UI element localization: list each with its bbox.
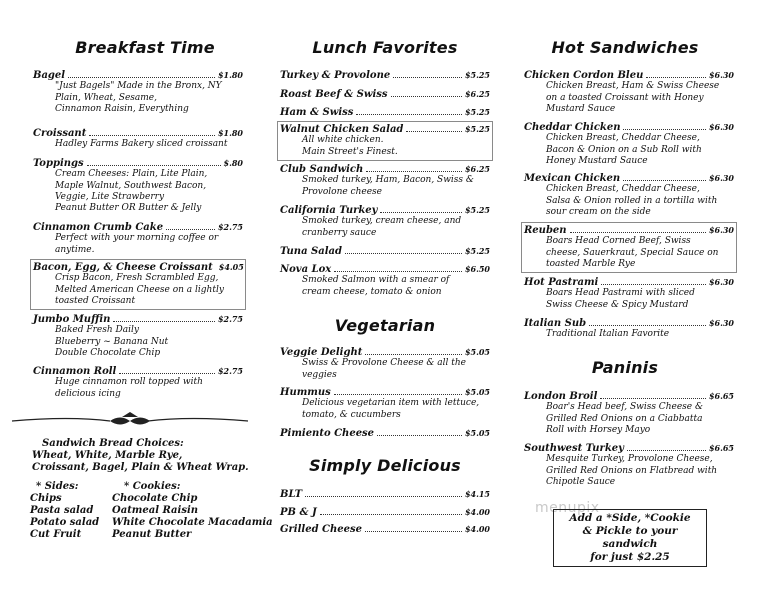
item-description: Boars Head Pastrami with sliced bbox=[546, 288, 695, 299]
item-price: $4.00 bbox=[464, 507, 490, 517]
item-name: Tuna Salad bbox=[280, 246, 342, 257]
item-description: Blueberry ~ Banana Nut bbox=[55, 336, 169, 347]
bread-line: Wheat, White, Marble Rye, bbox=[32, 450, 183, 461]
menu-item bbox=[524, 318, 734, 341]
menu-item bbox=[33, 128, 243, 151]
item-name: Bagel bbox=[33, 70, 66, 81]
menu-item-row bbox=[524, 225, 734, 236]
menu-item bbox=[280, 347, 490, 381]
menu-item bbox=[280, 205, 490, 239]
dot-leader bbox=[356, 113, 462, 115]
menu-item-row bbox=[280, 70, 490, 81]
menu-item-row bbox=[524, 318, 734, 329]
item-description: toasted Croissant bbox=[55, 295, 136, 306]
item-description: sour cream on the side bbox=[546, 206, 651, 217]
menu-item-row bbox=[280, 387, 490, 398]
dot-leader bbox=[119, 372, 215, 374]
item-price: $6.25 bbox=[464, 89, 490, 99]
menu-item-row bbox=[33, 262, 243, 273]
item-name: Hummus bbox=[280, 387, 331, 398]
item-description: Salsa & Onion rolled in a tortilla with bbox=[546, 195, 718, 206]
menu-item bbox=[280, 246, 490, 257]
addon-line: Add a *Side, *Cookie bbox=[569, 512, 691, 524]
item-price: $6.30 bbox=[708, 277, 734, 287]
item-description: Main Street's Finest. bbox=[302, 146, 398, 157]
cookie-item: Peanut Butter bbox=[112, 529, 192, 540]
cookies-list bbox=[112, 481, 273, 541]
menu-item-row bbox=[280, 507, 490, 518]
watermark: menupix bbox=[535, 500, 600, 516]
dot-leader bbox=[166, 228, 215, 230]
menu-item-row bbox=[524, 443, 734, 454]
menu-item-row bbox=[280, 264, 490, 275]
menu-item-row bbox=[280, 164, 490, 175]
menu-item-row bbox=[280, 347, 490, 358]
item-price: $6.30 bbox=[708, 225, 734, 235]
sides-list bbox=[30, 481, 112, 541]
menu-item bbox=[280, 524, 490, 535]
item-price: $2.75 bbox=[217, 366, 243, 376]
item-description: Swiss & Provolone Cheese & all the bbox=[302, 358, 467, 369]
menu-item-row bbox=[33, 366, 243, 377]
item-name: Reuben bbox=[524, 225, 567, 236]
menu-item-row bbox=[524, 277, 734, 288]
item-description: cranberry sauce bbox=[302, 227, 377, 238]
menu-item bbox=[33, 366, 243, 400]
item-price: $6.50 bbox=[464, 264, 490, 274]
menu-item-row bbox=[280, 246, 490, 257]
menu-item bbox=[33, 70, 243, 115]
addon-line: & Pickle to your sandwich bbox=[582, 525, 678, 550]
menu-item-row bbox=[280, 124, 490, 135]
hot-title: Hot Sandwiches bbox=[551, 38, 699, 57]
item-name: Cheddar Chicken bbox=[524, 122, 621, 133]
menu-item-row bbox=[33, 128, 243, 139]
simply-title: Simply Delicious bbox=[309, 456, 461, 475]
item-price: $6.30 bbox=[708, 173, 734, 183]
dot-leader bbox=[345, 252, 462, 254]
item-description: Provolone cheese bbox=[302, 186, 382, 197]
item-price: $6.65 bbox=[708, 443, 734, 453]
cookie-item: Chocolate Chip bbox=[112, 493, 198, 504]
menu-item-row bbox=[524, 391, 734, 402]
dot-leader bbox=[570, 231, 706, 233]
item-description: Smoked turkey, Ham, Bacon, Swiss & bbox=[302, 175, 474, 186]
dot-leader bbox=[320, 513, 462, 515]
dot-leader bbox=[377, 434, 462, 436]
menu-item bbox=[33, 314, 243, 359]
item-name: California Turkey bbox=[280, 205, 378, 216]
item-price: $4.00 bbox=[464, 524, 490, 534]
item-price: $5.25 bbox=[464, 246, 490, 256]
item-description: Smoked Salmon with a smear of bbox=[302, 275, 450, 286]
item-description: Honey Mustard Sauce bbox=[546, 155, 648, 166]
item-description: Peanut Butter OR Butter & Jelly bbox=[55, 203, 202, 214]
item-name: Southwest Turkey bbox=[524, 443, 624, 454]
item-description: Cream Cheeses: Plain, Lite Plain, bbox=[55, 169, 208, 180]
item-description: cheese, Sauerkraut, Special Sauce on bbox=[546, 247, 719, 258]
item-description: Delicious vegetarian item with lettuce, bbox=[302, 398, 480, 409]
item-name: Italian Sub bbox=[524, 318, 587, 329]
item-price: $4.15 bbox=[464, 489, 490, 499]
item-description: cream cheese, tomato & onion bbox=[302, 286, 442, 297]
item-description: Traditional Italian Favorite bbox=[546, 329, 670, 340]
item-price: $6.30 bbox=[708, 318, 734, 328]
menu-item bbox=[280, 428, 490, 439]
side-item: Chips bbox=[30, 493, 62, 504]
item-description: Cinnamon Raisin, Everything bbox=[55, 103, 189, 114]
item-name: Grilled Cheese bbox=[280, 524, 362, 535]
menu-item bbox=[280, 507, 490, 518]
item-price: $5.05 bbox=[464, 387, 490, 397]
item-name: Walnut Chicken Salad bbox=[280, 124, 404, 135]
sides-header: * Sides: bbox=[36, 481, 79, 492]
item-description: Mesquite Turkey, Provolone Cheese, bbox=[546, 454, 713, 465]
item-name: Veggie Delight bbox=[280, 347, 363, 358]
cookie-item: Oatmeal Raisin bbox=[112, 505, 199, 516]
bread-line: Sandwich Bread Choices: bbox=[42, 438, 184, 449]
menu-item-row bbox=[33, 158, 243, 169]
item-description: Veggie, Lite Strawberry bbox=[55, 191, 165, 202]
item-name: Nova Lox bbox=[280, 264, 332, 275]
cookies-header: * Cookies: bbox=[124, 481, 181, 492]
menu-item bbox=[280, 124, 490, 158]
menu-item-row bbox=[33, 314, 243, 325]
item-name: Pimiento Cheese bbox=[280, 428, 375, 439]
menu-item bbox=[280, 387, 490, 421]
menu-item-row bbox=[33, 70, 243, 81]
item-description: Swiss Cheese & Spicy Mustard bbox=[546, 299, 689, 310]
item-price: $5.05 bbox=[464, 428, 490, 438]
item-description: Crisp Bacon, Fresh Scrambled Egg, bbox=[55, 273, 219, 284]
item-price: $5.25 bbox=[464, 124, 490, 134]
menu-item bbox=[524, 70, 734, 115]
dot-leader bbox=[391, 95, 462, 97]
dot-leader bbox=[589, 324, 706, 326]
lunch-title: Lunch Favorites bbox=[312, 38, 458, 57]
item-description: veggies bbox=[302, 369, 337, 380]
item-price: $5.25 bbox=[464, 70, 490, 80]
menu-item bbox=[280, 70, 490, 81]
menu-item bbox=[524, 443, 734, 488]
side-item: Cut Fruit bbox=[30, 529, 82, 540]
menu-item-row bbox=[524, 173, 734, 184]
item-description: tomato, & cucumbers bbox=[302, 409, 401, 420]
dot-leader bbox=[380, 211, 461, 213]
item-name: Cinnamon Roll bbox=[33, 366, 117, 377]
item-name: Hot Pastrami bbox=[524, 277, 599, 288]
side-item: Potato salad bbox=[30, 517, 100, 528]
item-name: London Broil bbox=[524, 391, 598, 402]
item-name: Mexican Chicken bbox=[524, 173, 621, 184]
item-description: Bacon & Onion on a Sub Roll with bbox=[546, 144, 702, 155]
item-description: on a toasted Croissant with Honey bbox=[546, 92, 704, 103]
dot-leader bbox=[334, 393, 462, 395]
item-price: $5.05 bbox=[464, 347, 490, 357]
item-name: Bacon, Egg, & Cheese Croissant bbox=[33, 262, 213, 273]
menu-item bbox=[280, 264, 490, 298]
item-description: Perfect with your morning coffee or bbox=[55, 233, 219, 244]
item-description: toasted Marble Rye bbox=[546, 258, 636, 269]
dot-leader bbox=[365, 530, 462, 532]
item-name: BLT bbox=[280, 489, 303, 500]
menu-item-row bbox=[280, 489, 490, 500]
sides-cookies bbox=[30, 481, 273, 541]
item-description: Double Chocolate Chip bbox=[55, 347, 161, 358]
item-price: $6.30 bbox=[708, 122, 734, 132]
menu-item bbox=[524, 391, 734, 436]
vegetarian-title: Vegetarian bbox=[334, 316, 436, 335]
item-name: Chicken Cordon Bleu bbox=[524, 70, 644, 81]
item-price: $6.30 bbox=[708, 70, 734, 80]
item-name: Roast Beef & Swiss bbox=[280, 89, 388, 100]
menu-item-row bbox=[280, 89, 490, 100]
item-price: $1.80 bbox=[217, 128, 243, 138]
item-description: Boar's Head beef, Swiss Cheese & bbox=[546, 402, 703, 413]
item-description: Boars Head Corned Beef, Swiss bbox=[546, 236, 691, 247]
item-description: Chipotle Sauce bbox=[546, 476, 616, 487]
item-description: Chicken Breast, Cheddar Cheese, bbox=[546, 184, 700, 195]
item-name: PB & J bbox=[280, 507, 317, 518]
item-description: Chicken Breast, Cheddar Cheese, bbox=[546, 133, 700, 144]
cookie-item: White Chocolate Macadamia bbox=[112, 517, 273, 528]
item-description: Grilled Red Onions on a Ciabbatta bbox=[546, 413, 703, 424]
dot-leader bbox=[334, 270, 462, 272]
menu-item-row bbox=[524, 70, 734, 81]
menu-item bbox=[524, 122, 734, 167]
dot-leader bbox=[406, 130, 462, 132]
menu-item bbox=[33, 222, 243, 256]
dot-leader bbox=[365, 353, 462, 355]
dot-leader bbox=[600, 397, 706, 399]
menu-item bbox=[280, 107, 490, 118]
dot-leader bbox=[627, 449, 706, 451]
item-description: delicious icing bbox=[55, 388, 121, 399]
item-price: $.80 bbox=[223, 158, 243, 168]
item-name: Cinnamon Crumb Cake bbox=[33, 222, 164, 233]
item-description: "Just Bagels" Made in the Bronx, NY bbox=[55, 81, 222, 92]
side-item: Pasta salad bbox=[30, 505, 94, 516]
dot-leader bbox=[623, 179, 706, 181]
item-description: Mustard Sauce bbox=[546, 103, 616, 114]
item-price: $2.75 bbox=[217, 222, 243, 232]
menu-item bbox=[33, 158, 243, 214]
item-price: $1.80 bbox=[217, 70, 243, 80]
item-price: $6.65 bbox=[708, 391, 734, 401]
item-description: Baked Fresh Daily bbox=[55, 325, 139, 336]
item-name: Croissant bbox=[33, 128, 87, 139]
item-price: $5.25 bbox=[464, 205, 490, 215]
menu-item bbox=[33, 262, 243, 307]
item-price: $2.75 bbox=[217, 314, 243, 324]
item-name: Jumbo Muffin bbox=[33, 314, 111, 325]
item-name: Club Sandwich bbox=[280, 164, 364, 175]
item-price: $6.25 bbox=[464, 164, 490, 174]
dot-leader bbox=[68, 76, 215, 78]
item-description: Roll with Horsey Mayo bbox=[546, 424, 651, 435]
bread-choices bbox=[32, 438, 249, 474]
menu-item bbox=[524, 173, 734, 218]
item-price: $4.05 bbox=[218, 262, 244, 272]
item-description: Smoked turkey, cream cheese, and bbox=[302, 216, 462, 227]
item-name: Ham & Swiss bbox=[280, 107, 354, 118]
menu-item-row bbox=[33, 222, 243, 233]
paninis-title: Paninis bbox=[591, 358, 659, 377]
dot-leader bbox=[89, 134, 215, 136]
item-description: Hadley Farms Bakery sliced croissant bbox=[55, 139, 228, 150]
addon-box bbox=[553, 509, 707, 567]
addon-line: for just $2.25 bbox=[590, 551, 670, 563]
dot-leader bbox=[393, 76, 462, 78]
breakfast-title: Breakfast Time bbox=[75, 38, 215, 57]
dot-leader bbox=[646, 76, 706, 78]
item-description: Chicken Breast, Ham & Swiss Cheese bbox=[546, 81, 720, 92]
menu-item bbox=[280, 164, 490, 198]
dot-leader bbox=[601, 283, 706, 285]
item-description: Maple Walnut, Southwest Bacon, bbox=[55, 180, 207, 191]
item-description: Melted American Cheese on a lightly bbox=[55, 284, 224, 295]
dot-leader bbox=[87, 164, 221, 166]
item-description: Huge cinnamon roll topped with bbox=[55, 377, 203, 388]
item-description: Plain, Wheat, Sesame, bbox=[55, 92, 157, 103]
dot-leader bbox=[113, 320, 215, 322]
bread-line: Croissant, Bagel, Plain & Wheat Wrap. bbox=[32, 462, 249, 473]
divider-ornament bbox=[10, 412, 250, 430]
menu-item bbox=[524, 277, 734, 311]
menu-item bbox=[280, 489, 490, 500]
item-price: $5.25 bbox=[464, 107, 490, 117]
dot-leader bbox=[366, 170, 462, 172]
dot-leader bbox=[305, 495, 462, 497]
menu-item-row bbox=[524, 122, 734, 133]
item-name: Turkey & Provolone bbox=[280, 70, 391, 81]
menu-item-row bbox=[280, 428, 490, 439]
menu-item-row bbox=[280, 205, 490, 216]
menu-item-row bbox=[280, 107, 490, 118]
item-description: Grilled Red Onions on Flatbread with bbox=[546, 465, 718, 476]
menu-item-row bbox=[280, 524, 490, 535]
menu-item bbox=[280, 89, 490, 100]
dot-leader bbox=[623, 128, 705, 130]
item-description: anytime. bbox=[55, 244, 95, 255]
item-name: Toppings bbox=[33, 158, 84, 169]
menu-item bbox=[524, 225, 734, 270]
item-description: All white chicken. bbox=[302, 135, 384, 146]
